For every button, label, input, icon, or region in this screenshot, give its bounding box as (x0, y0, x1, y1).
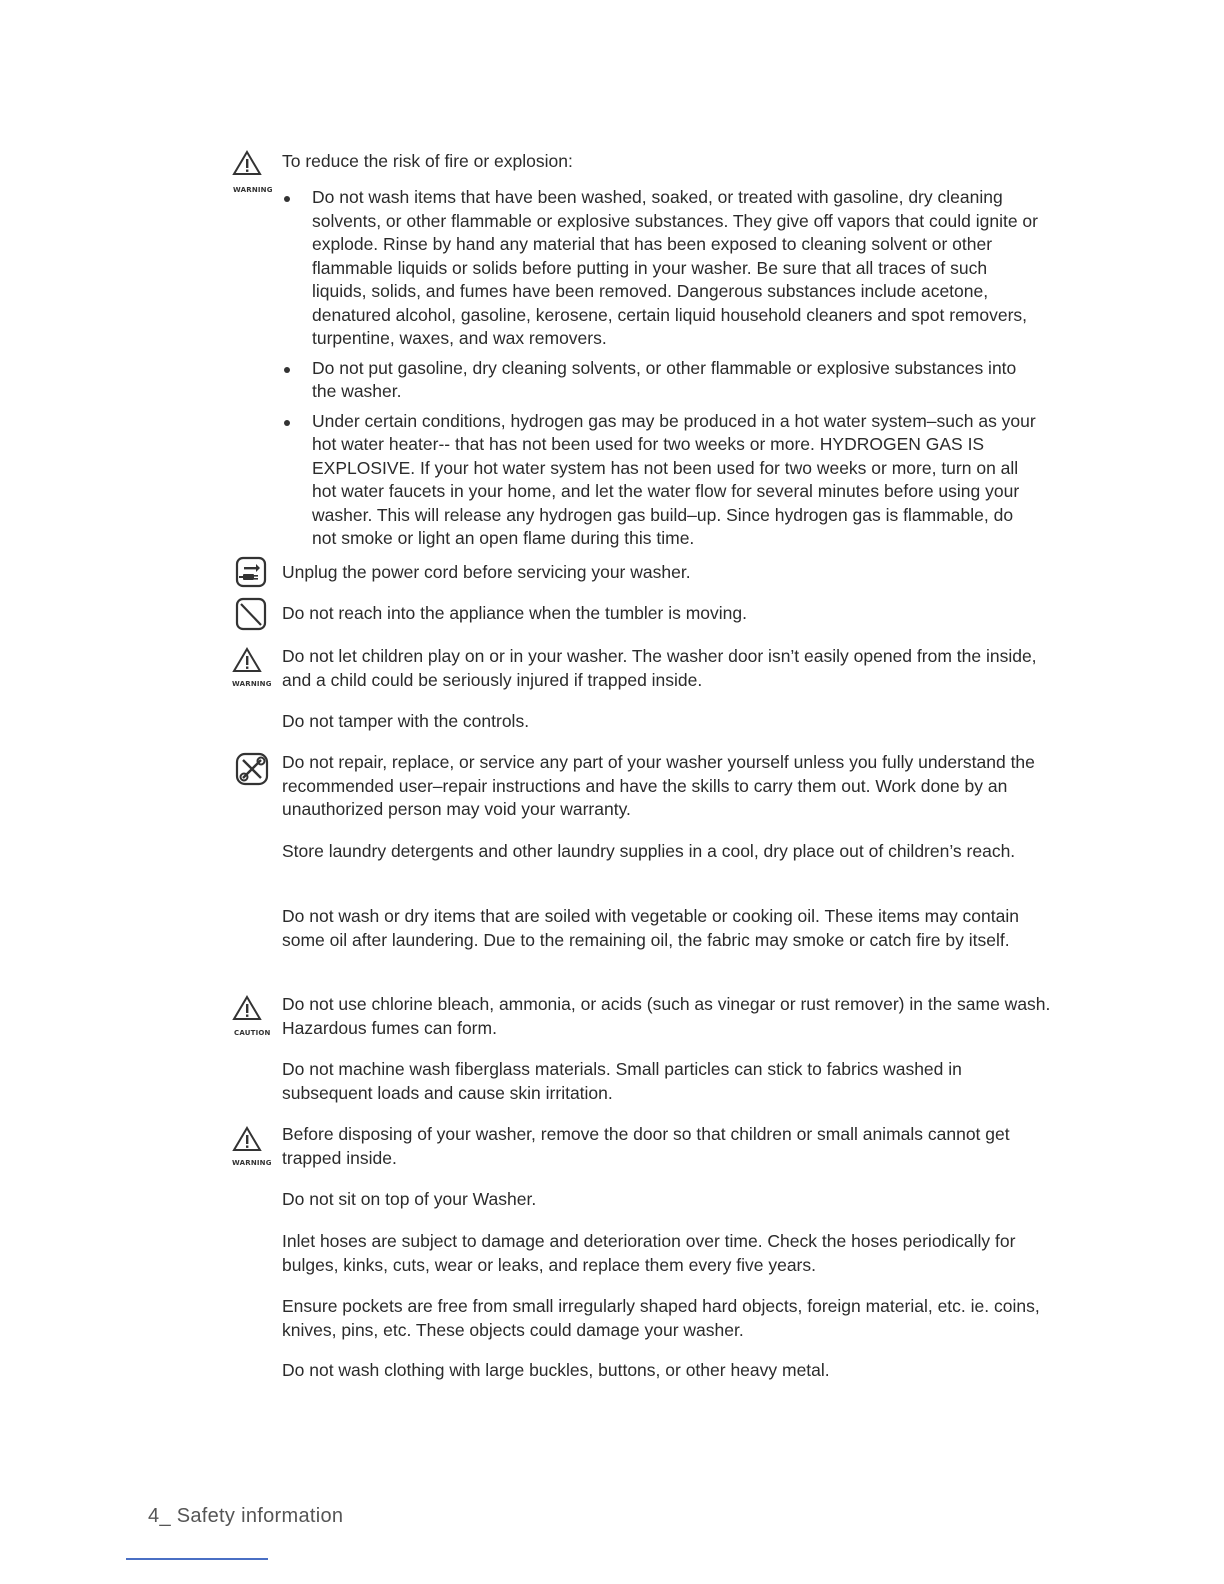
warning-triangle-icon (232, 150, 262, 176)
bullet-list (282, 186, 1042, 557)
warning-label: WARNING (232, 680, 272, 688)
page-number: 4 (148, 1505, 160, 1527)
do-not-touch-icon (235, 597, 267, 631)
do-not-disassemble-icon (235, 752, 269, 786)
unplug-icon (235, 556, 267, 588)
item-text: Before disposing of your washer, remove the door so that children or small animals cannot get trapped inside. (282, 1124, 1010, 1168)
item-text: Unplug the power cord before servicing your washer. (282, 562, 691, 582)
caution-triangle-icon (232, 995, 262, 1021)
item-text: Do not let children play on or in your washer. The washer door isn’t easily opened from the inside, and a child could be seriously injured if trapped inside. (282, 646, 1037, 690)
bullet-icon (284, 420, 290, 426)
page-footer (148, 1505, 343, 1528)
list-item: Do not put gasoline, dry cleaning solvents, or other flammable or explosive substances into the washer. (282, 357, 1042, 404)
intro-text: To reduce the risk of fire or explosion: (282, 151, 573, 171)
warning-triangle-icon (232, 647, 262, 673)
warning-triangle-icon (232, 1126, 262, 1152)
warning-label: WARNING (233, 186, 273, 194)
item-text: Inlet hoses are subject to damage and deterioration over time. Check the hoses periodically for bulges, kinks, cuts, wear or leaks, and replace them every five years. (282, 1231, 1016, 1275)
list-item: Under certain conditions, hydrogen gas may be produced in a hot water system–such as your hot water heater-- that has not been used for two weeks or more. HYDROGEN GAS IS EXPLOSIVE. If your hot water system has not been used for two weeks or more, turn on all hot water faucets in your home, and let the water flow for several minutes before using your washer. This will release any hydrogen gas build–up. Since hydrogen gas is flammable, do not smoke or light an open flame during this time. (282, 410, 1042, 551)
section-title: Safety information (176, 1505, 344, 1527)
item-text: Ensure pockets are free from small irregularly shaped hard objects, foreign material, etc. ie. coins, knives, pins, etc. These objects could damage your washer. (282, 1296, 1040, 1340)
caution-label: CAUTION (234, 1029, 271, 1037)
footer-separator: _ (159, 1505, 177, 1527)
list-item: Do not wash items that have been washed, soaked, or treated with gasoline, dry cleaning solvents, or other flammable or explosive substances. They give off vapors that could ignite or explode. Rinse by hand any material that has been exposed to cleaning solvent or other flammable liquids or solids before putting in your washer. Be sure that all traces of such liquids, solids, and fumes have been removed. Dangerous substances include acetone, denatured alcohol, gasoline, kerosene, certain liquid household cleaners and spot removers, turpentine, waxes, and wax removers. (282, 186, 1042, 351)
item-text: Store laundry detergents and other laundry supplies in a cool, dry place out of children’s reach. (282, 841, 1016, 861)
item-text: Do not sit on top of your Washer. (282, 1189, 537, 1209)
item-text: Do not reach into the appliance when the tumbler is moving. (282, 603, 747, 623)
bullet-icon (284, 196, 290, 202)
item-text: Do not wash or dry items that are soiled with vegetable or cooking oil. These items may contain some oil after laundering. Due to the remaining oil, the fabric may smoke or catch fire by itself. (282, 906, 1019, 950)
item-text: Do not tamper with the controls. (282, 711, 530, 731)
item-text: Do not machine wash fiberglass materials. Small particles can stick to fabrics washed in subsequent loads and cause skin irritation. (282, 1059, 962, 1103)
warning-label: WARNING (232, 1159, 272, 1167)
bullet-icon (284, 367, 290, 373)
item-text: Do not wash clothing with large buckles, buttons, or other heavy metal. (282, 1360, 830, 1380)
item-text: Do not use chlorine bleach, ammonia, or acids (such as vinegar or rust remover) in the same wash. Hazardous fumes can form. (282, 994, 1051, 1038)
footer-rule (126, 1558, 268, 1560)
item-text: Do not repair, replace, or service any part of your washer yourself unless you fully understand the recommended user–repair instructions and have the skills to carry them out. Work done by an unauthorized person may void your warranty. (282, 752, 1035, 819)
